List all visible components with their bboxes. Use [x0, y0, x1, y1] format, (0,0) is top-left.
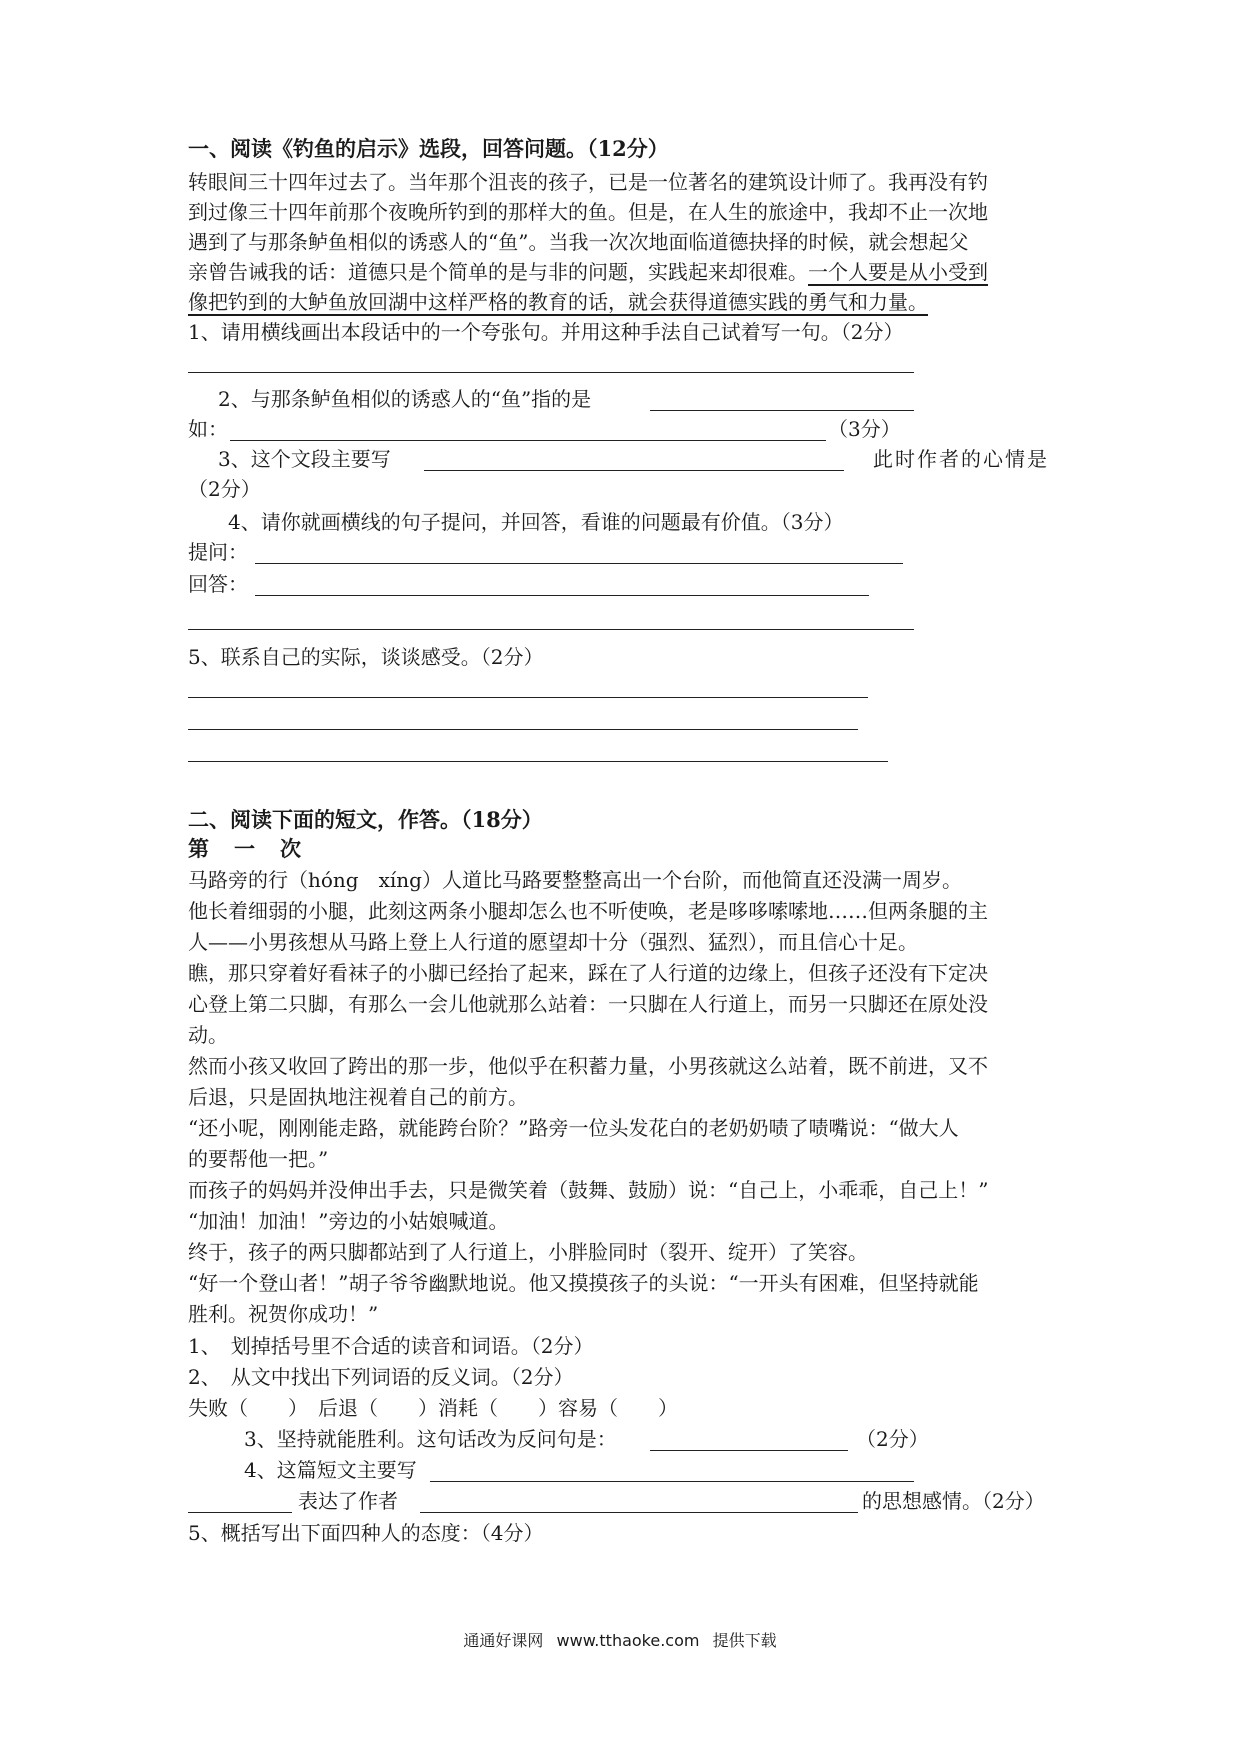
s2-question-3: 3、坚持就能胜利。这句话改为反问句是： — [244, 1427, 617, 1451]
s2-q4-tail: 的思想感情。（2分） — [862, 1489, 1045, 1513]
story-line: 瞧，那只穿着好看袜子的小脚已经抬了起来，踩在了人行道的边缘上，但孩子还没有下定决 — [188, 961, 988, 985]
question-input-line[interactable] — [255, 563, 903, 564]
story-title-char: 第 — [188, 836, 209, 861]
q3-points: （2分） — [188, 477, 261, 501]
question-3: 3、这个文段主要写 — [218, 447, 391, 471]
s2-q3-points: （2分） — [856, 1427, 929, 1451]
story-line: 而孩子的妈妈并没伸出手去，只是微笑着（鼓舞、鼓励）说：“自己上，小乖乖，自己上！” — [188, 1178, 989, 1202]
passage-text: 亲曾告诫我的话：道德只是个简单的是与非的问题，实践起来却很难。 — [188, 260, 808, 284]
q3-tail: 此时作者的心情是 — [873, 447, 1049, 471]
story-line: “加油！加油！”旁边的小姑娘喊道。 — [188, 1209, 509, 1233]
q4-ask-label: 提问： — [188, 540, 248, 564]
passage-line: 转眼间三十四年过去了。当年那个沮丧的孩子，已是一位著名的建筑设计师了。我再没有钓 — [188, 170, 988, 194]
story-line: 动。 — [188, 1023, 228, 1047]
footer-suffix: 提供下载 — [712, 1631, 777, 1650]
antonym-blanks[interactable]: 失败（ ） 后退（ ）消耗（ ）容易（ ） — [188, 1396, 678, 1420]
answer-line[interactable] — [255, 595, 869, 596]
footer-url[interactable]: www.tthaoke.com — [556, 1631, 700, 1650]
question-5: 5、联系自己的实际，谈谈感受。（2分） — [188, 645, 544, 669]
s2-question-1: 1、 划掉括号里不合适的读音和词语。（2分） — [188, 1334, 594, 1358]
answer-line[interactable] — [650, 410, 914, 411]
passage-line: 遇到了与那条鲈鱼相似的诱惑人的“鱼”。当我一次次地面临道德抉择的时候，就会想起父 — [188, 230, 969, 254]
story-line: “还小呢，刚刚能走路，就能跨台阶？”路旁一位头发花白的老奶奶啧了啧嘴说：“做大人 — [188, 1116, 959, 1140]
answer-line[interactable] — [424, 470, 844, 471]
footer-site-name: 通通好课网 — [463, 1631, 544, 1650]
answer-line[interactable] — [188, 729, 858, 730]
underlined-sentence: 像把钓到的大鲈鱼放回湖中这样严格的教育的话，就会获得道德实践的勇气和力量。 — [188, 290, 928, 314]
page-footer — [0, 1628, 1240, 1651]
story-title-char: 次 — [280, 836, 301, 861]
passage-line — [188, 256, 988, 288]
answer-line[interactable] — [420, 1512, 858, 1513]
story-line: 终于，孩子的两只脚都站到了人行道上，小胖脸同时（裂开、绽开）了笑容。 — [188, 1240, 868, 1264]
underlined-sentence: 一个人要是从小受到 — [808, 260, 988, 284]
section1-title: 一、阅读《钓鱼的启示》选段，回答问题。（12分） — [188, 136, 669, 161]
s2-q4-mid: 表达了作者 — [298, 1489, 398, 1513]
story-line: 后退，只是固执地注视着自己的前方。 — [188, 1085, 528, 1109]
question-4: 4、请你就画横线的句子提问，并回答，看谁的问题最有价值。（3分） — [228, 510, 844, 534]
question-1: 1、请用横线画出本段话中的一个夸张句。并用这种手法自己试着写一句。（2分） — [188, 320, 904, 344]
q4-answer-label: 回答： — [188, 572, 248, 596]
s2-question-2: 2、 从文中找出下列词语的反义词。（2分） — [188, 1365, 574, 1389]
s2-question-4: 4、这篇短文主要写 — [244, 1458, 417, 1482]
story-line: 然而小孩又收回了跨出的那一步，他似乎在积蓄力量，小男孩就这么站着，既不前进，又不 — [188, 1054, 988, 1078]
s2-question-5: 5、概括写出下面四种人的态度：（4分） — [188, 1521, 544, 1545]
answer-line[interactable] — [650, 1450, 848, 1451]
answer-line[interactable] — [188, 697, 868, 698]
story-line: 胜利。祝贺你成功！” — [188, 1302, 379, 1326]
answer-line[interactable] — [188, 629, 914, 630]
story-line: 马路旁的行（hóng xíng）人道比马路要整整高出一个台阶，而他简直还没满一周岁。 — [188, 868, 962, 892]
q2-points: （3分） — [828, 417, 901, 441]
section2-title: 二、阅读下面的短文，作答。（18分） — [188, 807, 543, 832]
answer-line[interactable] — [188, 761, 888, 762]
story-title-char: 一 — [234, 836, 255, 861]
passage-line: 到过像三十四年前那个夜晚所钓到的那样大的鱼。但是，在人生的旅途中，我却不止一次地 — [188, 200, 988, 224]
story-line: 他长着细弱的小腿，此刻这两条小腿却怎么也不听使唤，老是哆哆嗦嗦地……但两条腿的主 — [188, 899, 988, 923]
q2-example-label: 如： — [188, 417, 228, 441]
answer-line[interactable] — [188, 372, 914, 373]
story-line: 心登上第二只脚，有那么一会儿他就那么站着：一只脚在人行道上，而另一只脚还在原处没 — [188, 992, 988, 1016]
story-line: “好一个登山者！”胡子爷爷幽默地说。他又摸摸孩子的头说：“一开头有困难，但坚持就能 — [188, 1271, 979, 1295]
passage-line — [188, 286, 928, 318]
question-2: 2、与那条鲈鱼相似的诱惑人的“鱼”指的是 — [218, 387, 592, 411]
story-title — [188, 833, 301, 865]
answer-line[interactable] — [430, 1481, 914, 1482]
story-line: 的要帮他一把。” — [188, 1147, 329, 1171]
answer-line[interactable] — [230, 440, 826, 441]
answer-line[interactable] — [188, 1512, 292, 1513]
story-line: 人——小男孩想从马路上登上人行道的愿望却十分（强烈、猛烈），而且信心十足。 — [188, 930, 918, 954]
